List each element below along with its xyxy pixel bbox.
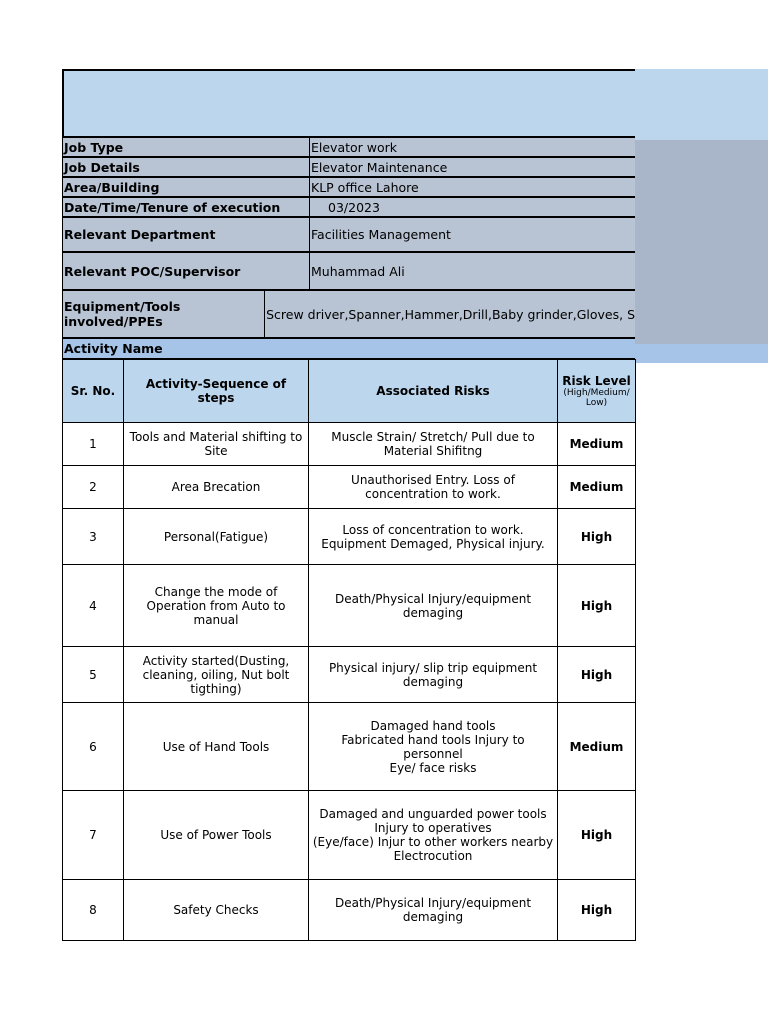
cell-risk-level: High <box>558 509 636 565</box>
right-shaded-panel <box>635 69 768 363</box>
risk-level-title: Risk Level <box>562 374 631 388</box>
info-label: Job Details <box>63 158 310 176</box>
info-row-date <box>62 198 635 218</box>
cell-risk-level: High <box>558 647 636 703</box>
cell-risk-level: High <box>558 565 636 647</box>
cell-sr: 5 <box>63 647 124 703</box>
cell-sr: 1 <box>63 423 124 466</box>
table-header-row <box>63 360 636 423</box>
cell-sr: 7 <box>63 791 124 880</box>
info-value: Elevator work <box>311 139 398 155</box>
header-sr-no: Sr. No. <box>63 360 124 423</box>
info-row-department <box>62 218 635 253</box>
cell-risks: Damaged and unguarded power tools Injury to operatives (Eye/face) Injur to other workers nearby Electrocution <box>309 791 558 880</box>
info-row-area-building <box>62 178 635 198</box>
info-value: Muhammad Ali <box>311 263 405 279</box>
cell-sr: 6 <box>63 703 124 791</box>
cell-sr: 4 <box>63 565 124 647</box>
info-value: 03/2023 <box>328 199 380 215</box>
table-row <box>63 703 636 791</box>
table-row <box>63 565 636 647</box>
cell-risks: Muscle Strain/ Stretch/ Pull due to Material Shifitng <box>309 423 558 466</box>
risk-level-subtitle: (High/Medium/ Low) <box>563 388 630 408</box>
info-row-job-type <box>62 138 635 158</box>
cell-activity: Safety Checks <box>124 880 309 941</box>
cell-risks: Death/Physical Injury/equipment demaging <box>309 565 558 647</box>
cell-sr: 8 <box>63 880 124 941</box>
activity-risk-table <box>62 359 636 941</box>
header-risk-level <box>558 360 636 423</box>
cell-risk-level: High <box>558 791 636 880</box>
table-row <box>63 466 636 509</box>
cell-activity: Tools and Material shifting to Site <box>124 423 309 466</box>
info-row-job-details <box>62 158 635 178</box>
table-row <box>63 647 636 703</box>
cell-risks: Physical injury/ slip trip equipment demaging <box>309 647 558 703</box>
table-row <box>63 791 636 880</box>
info-label: Relevant POC/Supervisor <box>63 253 310 289</box>
info-label: Job Type <box>63 138 310 156</box>
right-panel-header-band <box>635 69 768 140</box>
info-label: Relevant Department <box>63 218 310 251</box>
table-row <box>63 880 636 941</box>
info-value: Elevator Maintenance <box>311 159 448 175</box>
cell-activity: Activity started(Dusting, cleaning, oiling, Nut bolt tigthing) <box>124 647 309 703</box>
cell-risks: Unauthorised Entry. Loss of concentration to work. <box>309 466 558 509</box>
risk-assessment-sheet <box>62 69 635 941</box>
cell-activity: Area Brecation <box>124 466 309 509</box>
cell-risks: Damaged hand tools Fabricated hand tools Injury to personnel Eye/ face risks <box>309 703 558 791</box>
info-label: Equipment/Tools involved/PPEs <box>63 291 265 337</box>
table-row <box>63 509 636 565</box>
cell-activity: Use of Hand Tools <box>124 703 309 791</box>
cell-activity: Use of Power Tools <box>124 791 309 880</box>
cell-risk-level: Medium <box>558 423 636 466</box>
cell-activity: Change the mode of Operation from Auto to manual <box>124 565 309 647</box>
cell-risk-level: Medium <box>558 703 636 791</box>
table-row <box>63 423 636 466</box>
right-panel-activity-band <box>635 344 768 363</box>
info-value: Screw driver,Spanner,Hammer,Drill,Baby grinder,Gloves, S <box>266 306 635 322</box>
header-band <box>62 69 635 138</box>
cell-sr: 2 <box>63 466 124 509</box>
info-label: Area/Building <box>63 178 310 196</box>
cell-risk-level: High <box>558 880 636 941</box>
header-activity: Activity-Sequence of steps <box>124 360 309 423</box>
header-associated-risks: Associated Risks <box>309 360 558 423</box>
cell-risk-level: Medium <box>558 466 636 509</box>
activity-name-label: Activity Name <box>62 339 635 359</box>
info-row-supervisor <box>62 253 635 291</box>
info-label: Date/Time/Tenure of execution <box>63 198 310 216</box>
info-value: Facilities Management <box>311 227 451 242</box>
cell-sr: 3 <box>63 509 124 565</box>
cell-risks: Loss of concentration to work. Equipment Demaged, Physical injury. <box>309 509 558 565</box>
cell-activity: Personal(Fatigue) <box>124 509 309 565</box>
cell-risks: Death/Physical Injury/equipment demaging <box>309 880 558 941</box>
info-row-equipment <box>62 291 635 339</box>
info-value: KLP office Lahore <box>311 179 419 195</box>
